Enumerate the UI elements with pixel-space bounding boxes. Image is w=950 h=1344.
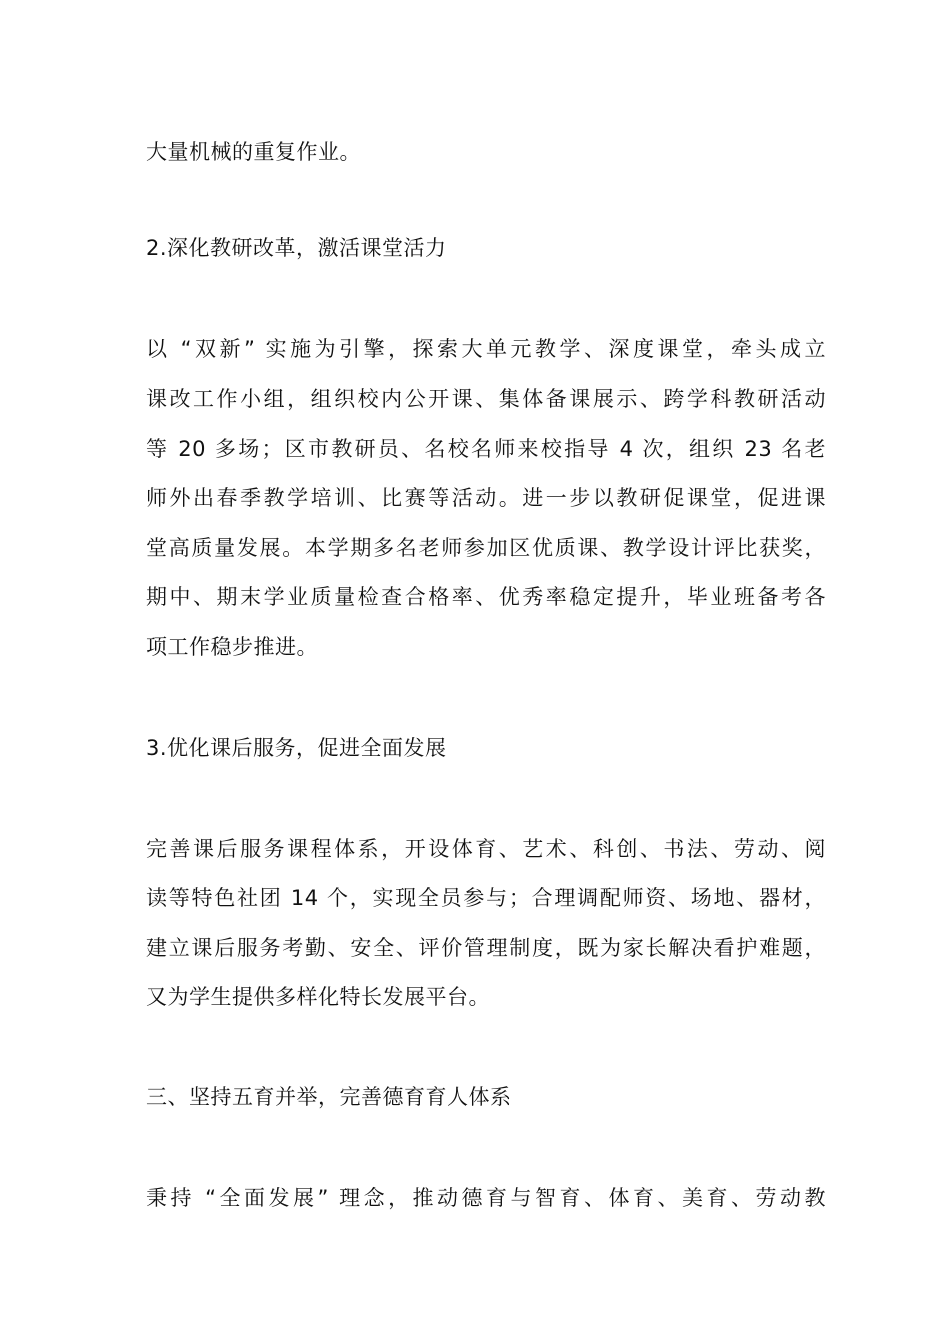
paragraph-line: 堂高质量发展。本学期多名老师参加区优质课、教学设计评比获奖， (146, 536, 826, 560)
section-heading: 三、坚持五育并举，完善德育育人体系 (146, 1085, 512, 1109)
paragraph-line: 秉持 “全面发展” 理念，推动德育与智育、体育、美育、劳动教 (146, 1186, 826, 1210)
paragraph-line: 等 20 多场；区市教研员、名校名师来校指导 4 次，组织 23 名老 (146, 437, 826, 461)
paragraph-line: 课改工作小组，组织校内公开课、集体备课展示、跨学科教研活动 (146, 387, 826, 411)
subsection-heading: 2.深化教研改革，激活课堂活力 (146, 236, 447, 260)
paragraph-line: 期中、期末学业质量检查合格率、优秀率稳定提升，毕业班备考各 (146, 585, 826, 609)
paragraph-line: 师外出春季教学培训、比赛等活动。进一步以教研促课堂，促进课 (146, 486, 826, 510)
paragraph-line: 项工作稳步推进。 (146, 635, 318, 659)
paragraph-line: 建立课后服务考勤、安全、评价管理制度，既为家长解决看护难题， (146, 936, 826, 960)
paragraph-line: 完善课后服务课程体系，开设体育、艺术、科创、书法、劳动、阅 (146, 837, 826, 861)
subsection-heading: 3.优化课后服务，促进全面发展 (146, 736, 447, 760)
paragraph-line: 以 “双新” 实施为引擎，探索大单元教学、深度课堂，牵头成立 (146, 337, 826, 361)
paragraph-line: 大量机械的重复作业。 (146, 140, 361, 164)
paragraph-line: 又为学生提供多样化特长发展平台。 (146, 985, 490, 1009)
paragraph-line: 读等特色社团 14 个，实现全员参与；合理调配师资、场地、器材， (146, 886, 826, 910)
